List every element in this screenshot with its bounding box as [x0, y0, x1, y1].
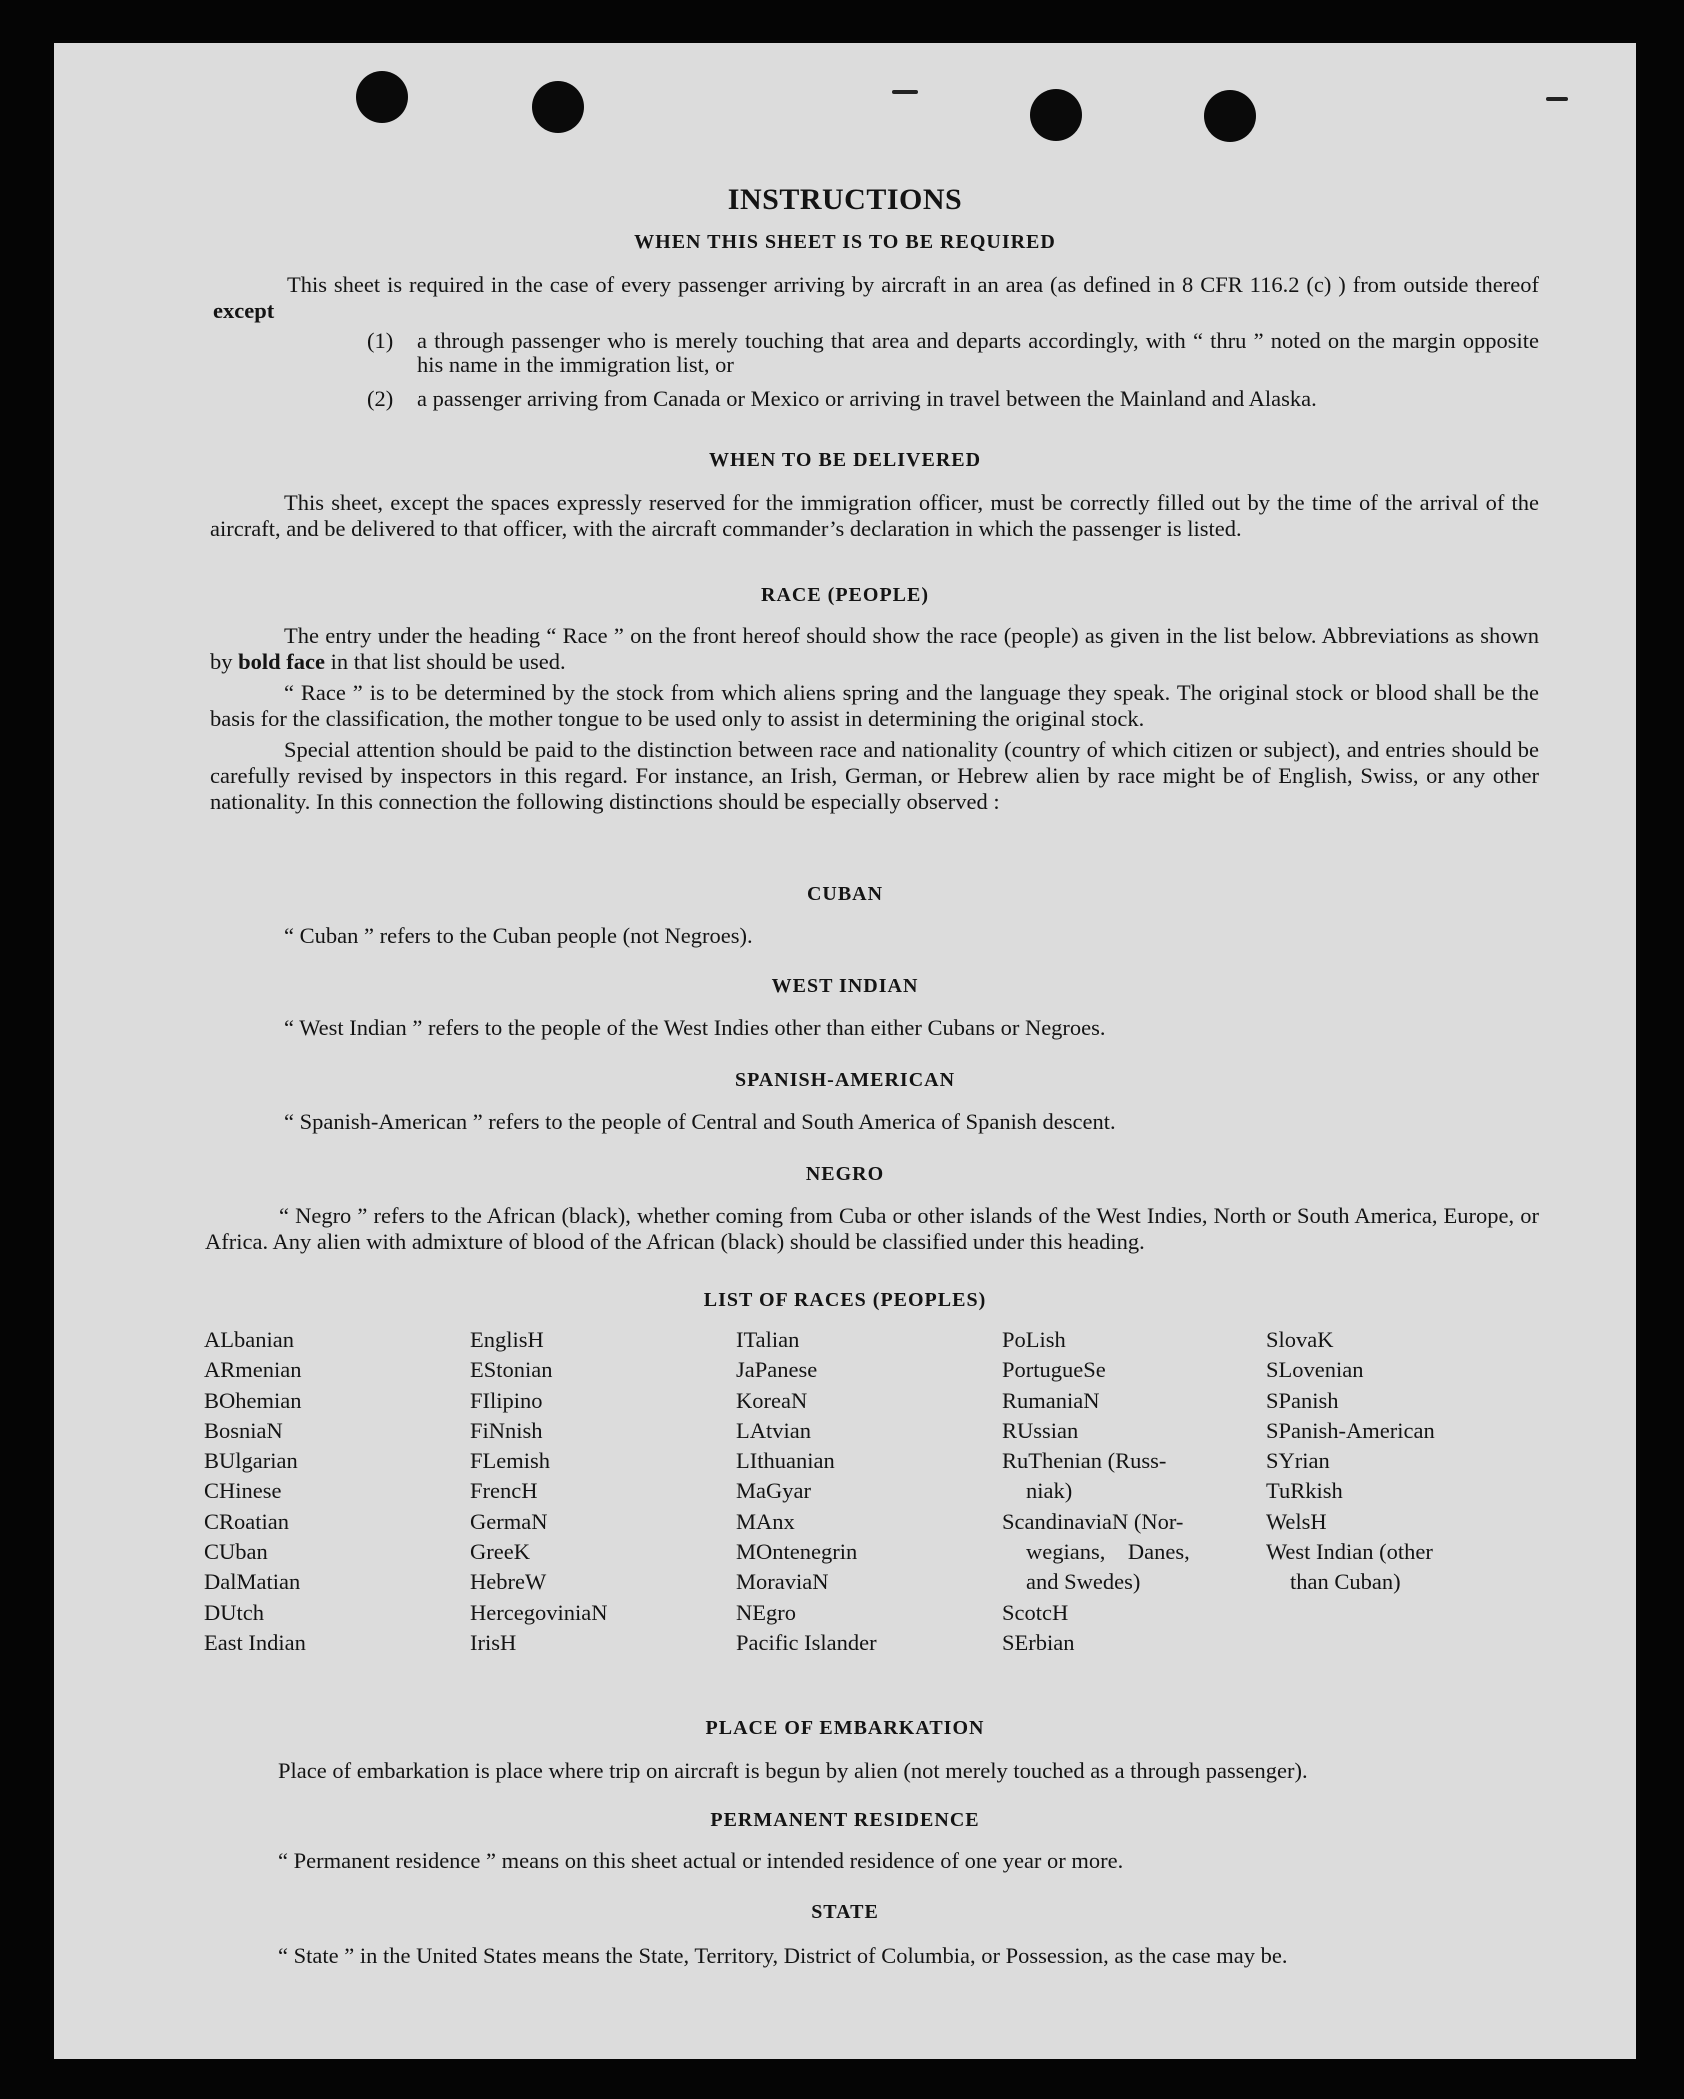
- race-entry: PoLish: [1002, 1327, 1066, 1352]
- race-entry: FrencH: [470, 1478, 538, 1504]
- required-intro-text: This sheet is required in the case of every passenger arriving by aircraft in an area (as defined in 8 CFR 116.2 (c) ) from outside thereof: [287, 272, 1539, 297]
- races-column-4: [1002, 1325, 1252, 1658]
- delivered-text: This sheet, except the spaces expressly reserved for the immigration officer, must be correctly filled out by the time of the arrival of the aircraft, and be delivered to that officer, with the aircraft commander’s declaration in which the passenger is listed.: [210, 490, 1539, 541]
- races-column-2: [470, 1325, 720, 1658]
- section-heading-delivered: WHEN TO BE DELIVERED: [708, 449, 982, 471]
- item-text: a through passenger who is merely touching that area and departs accordingly, with “ thru ” noted on the margin opposite his name in the immigration list, or: [417, 328, 1539, 377]
- race-entry: KoreaN: [736, 1387, 808, 1413]
- punch-hole: [1204, 90, 1256, 142]
- race-entry-continued: wegians, Danes,: [1026, 1539, 1190, 1565]
- race-entry: WelsH: [1266, 1508, 1327, 1534]
- race-p1-bold: bold face: [238, 649, 325, 674]
- section-heading-cuban: CUBAN: [806, 883, 884, 905]
- race-paragraph-2: “ Race ” is to be determined by the stock from which aliens spring and the language they speak. The original stock or blood shall be the basis for the classification, the mother tongue to be used only to assist in determining the original stock.: [210, 680, 1539, 731]
- races-column-3: [736, 1325, 986, 1658]
- required-intro-emphasis: except: [213, 298, 275, 323]
- race-entry-continued: niak): [1026, 1478, 1073, 1504]
- race-entry: TuRkish: [1266, 1478, 1343, 1504]
- item-number: (2): [367, 386, 394, 411]
- race-entry: East Indian: [204, 1629, 306, 1655]
- race-paragraph-3: Special attention should be paid to the distinction between race and nationality (country of which citizen or subject), and entries should be carefully revised by inspectors in this regard. For instance, an Irish, German, or Hebrew alien by race might be of English, Swiss, or any other nationality. In this connection the following distinctions should be especially observed :: [210, 737, 1539, 814]
- spanish-american-text: “ Spanish-American ” refers to the people of Central and South America of Spanish descent.: [284, 1109, 1116, 1134]
- race-entry: BOhemian: [204, 1387, 302, 1413]
- punch-hole: [1030, 89, 1082, 141]
- residence-text: “ Permanent residence ” means on this sheet actual or intended residence of one year or more.: [278, 1848, 1124, 1873]
- required-intro: [213, 272, 1539, 324]
- race-entry: FIlipino: [470, 1387, 543, 1413]
- section-heading-embarkation: PLACE OF EMBARKATION: [705, 1717, 985, 1739]
- race-entry: SYrian: [1266, 1448, 1330, 1474]
- section-heading-west-indian: WEST INDIAN: [771, 975, 919, 997]
- race-entry: RUssian: [1002, 1417, 1079, 1443]
- race-entry: DUtch: [204, 1599, 264, 1625]
- scan-speck: [892, 90, 918, 94]
- race-entry: CHinese: [204, 1478, 282, 1504]
- item-text: a passenger arriving from Canada or Mexico or arriving in travel between the Mainland and Alaska.: [417, 386, 1317, 411]
- race-entry: HercegoviniaN: [470, 1599, 608, 1625]
- race-entry: SPanish: [1266, 1387, 1339, 1413]
- race-entry: BUlgarian: [204, 1448, 298, 1474]
- races-column-1: [204, 1325, 454, 1658]
- race-entry: EnglisH: [470, 1327, 544, 1352]
- race-entry: MOntenegrin: [736, 1539, 858, 1565]
- race-entry: SErbian: [1002, 1629, 1075, 1655]
- race-entry: FiNnish: [470, 1417, 543, 1443]
- race-entry: CUban: [204, 1539, 268, 1565]
- race-entry: RuThenian (Russ-: [1002, 1448, 1167, 1474]
- section-heading-state: STATE: [811, 1901, 879, 1923]
- punch-hole: [356, 71, 408, 123]
- west-indian-text: “ West Indian ” refers to the people of the West Indies other than either Cubans or Negroes.: [284, 1015, 1106, 1040]
- embarkation-text: Place of embarkation is place where trip on aircraft is begun by alien (not merely touched as a through passenger).: [278, 1758, 1308, 1783]
- race-entry: West Indian (other: [1266, 1539, 1433, 1565]
- race-entry: PortugueSe: [1002, 1357, 1106, 1383]
- negro-text: “ Negro ” refers to the African (black), whether coming from Cuba or other islands of the West Indies, North or South America, Europe, or Africa. Any alien with admixture of blood of the African (black) should be classified under this heading.: [205, 1203, 1539, 1254]
- race-entry: ARmenian: [204, 1357, 302, 1383]
- race-p1-text: The entry under the heading “ Race ” on the front hereof should show the race (people) as given in the list below. Abbreviations as shown by: [210, 623, 1539, 674]
- race-entry: ITalian: [736, 1327, 800, 1352]
- race-entry: LIthuanian: [736, 1448, 835, 1474]
- document-sheet: [54, 43, 1636, 2059]
- race-entry: FLemish: [470, 1448, 551, 1474]
- race-entry-continued: and Swedes): [1026, 1569, 1141, 1595]
- race-paragraph-1: [210, 623, 1539, 675]
- race-entry: LAtvian: [736, 1417, 811, 1443]
- races-list: [204, 1325, 1534, 1655]
- state-text: “ State ” in the United States means the State, Territory, District of Columbia, or Possession, as the case may be.: [278, 1943, 1288, 1968]
- race-entry: MAnx: [736, 1508, 795, 1534]
- race-entry: MoraviaN: [736, 1569, 829, 1595]
- race-entry: ScandinaviaN (Nor-: [1002, 1508, 1184, 1534]
- race-entry: NEgro: [736, 1599, 796, 1625]
- race-p1-text-end: in that list should be used.: [330, 649, 566, 674]
- required-item-2: [367, 387, 1539, 411]
- race-entry: ScotcH: [1002, 1599, 1069, 1625]
- section-heading-negro: NEGRO: [805, 1163, 885, 1185]
- punch-hole: [532, 81, 584, 133]
- section-heading-spanish-american: SPANISH-AMERICAN: [734, 1069, 956, 1091]
- cuban-text: “ Cuban ” refers to the Cuban people (not Negroes).: [284, 923, 753, 948]
- race-entry-continued: than Cuban): [1290, 1569, 1401, 1595]
- race-entry: IrisH: [470, 1629, 517, 1655]
- race-entry: Pacific Islander: [736, 1629, 877, 1655]
- race-entry: EStonian: [470, 1357, 553, 1383]
- required-item-1: [367, 329, 1539, 377]
- section-heading-required: WHEN THIS SHEET IS TO BE REQUIRED: [634, 231, 1056, 253]
- race-entry: SLovenian: [1266, 1357, 1364, 1383]
- race-entry: GreeK: [470, 1539, 530, 1565]
- race-entry: CRoatian: [204, 1508, 289, 1534]
- race-entry: ALbanian: [204, 1327, 294, 1352]
- race-entry: MaGyar: [736, 1478, 811, 1504]
- section-heading-races-list: LIST OF RACES (PEOPLES): [703, 1289, 987, 1311]
- item-number: (1): [367, 328, 394, 353]
- race-text: [210, 623, 1539, 815]
- section-heading-residence: PERMANENT RESIDENCE: [710, 1809, 980, 1831]
- race-entry: SPanish-American: [1266, 1417, 1435, 1443]
- race-entry: BosniaN: [204, 1417, 283, 1443]
- races-column-5: [1266, 1325, 1534, 1598]
- scan-speck: [1546, 97, 1568, 101]
- race-entry: GermaN: [470, 1508, 548, 1534]
- section-heading-race: RACE (PEOPLE): [761, 584, 929, 606]
- race-entry: DalMatian: [204, 1569, 301, 1595]
- race-entry: HebreW: [470, 1569, 547, 1595]
- race-entry: JaPanese: [736, 1357, 818, 1383]
- race-entry: SlovaK: [1266, 1327, 1334, 1352]
- race-entry: RumaniaN: [1002, 1387, 1100, 1413]
- page-title: INSTRUCTIONS: [727, 183, 963, 216]
